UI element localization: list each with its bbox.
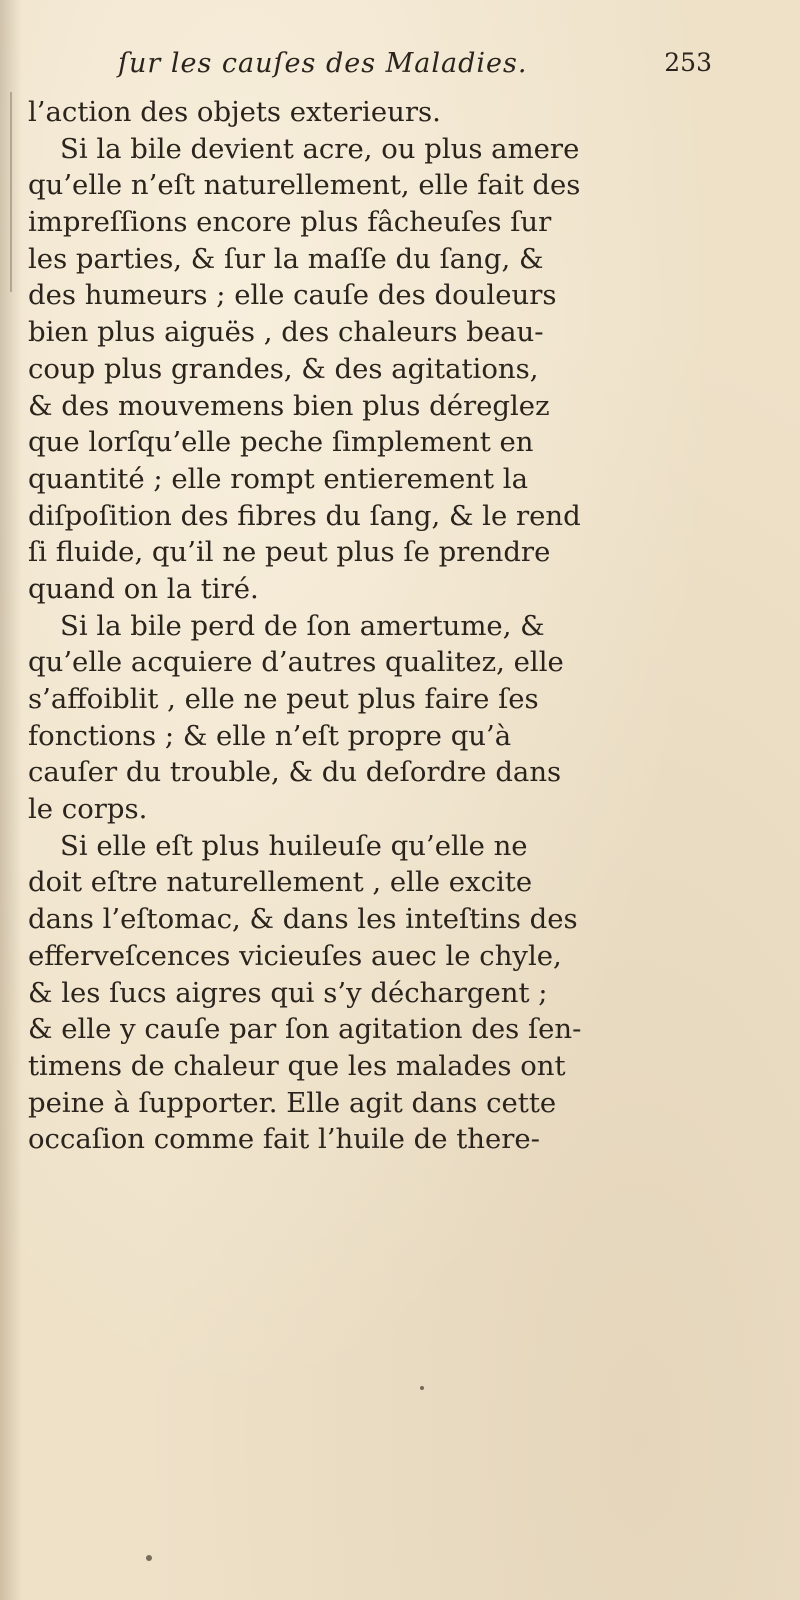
text-line: coup plus grandes, & des agitations, xyxy=(28,352,539,385)
text-line: quand on la tiré. xyxy=(28,572,259,605)
text-line: timens de chaleur que les malades ont xyxy=(28,1049,566,1082)
text-line: s’affoiblit , elle ne peut plus faire ſes xyxy=(28,683,539,715)
text-line: ſi fluide, qu’il ne peut plus ſe prendre xyxy=(28,536,551,569)
text-line: impreſſions encore plus fâcheuſes ſur xyxy=(28,206,552,239)
text-line: & des mouvemens bien plus déreglez xyxy=(28,389,550,422)
text-line: & les ſucs aigres qui s’y déchargent ; xyxy=(28,976,548,1009)
text-line: peine à ſupporter. Elle agit dans cette xyxy=(28,1086,557,1119)
running-head xyxy=(0,48,800,88)
text-line: doit eſtre naturellement , elle excite xyxy=(28,866,533,899)
paper-speck xyxy=(420,1386,424,1390)
running-head-title: ſur les cauſes des Maladies. xyxy=(118,48,528,79)
text-line: efferveſcences vicieuſes auec le chyle, xyxy=(28,939,562,972)
paper-speck xyxy=(146,1555,152,1561)
text-line: Si elle eſt plus huileuſe qu’elle ne xyxy=(60,829,528,862)
text-line: que lorſqu’elle peche ſimplement en xyxy=(28,426,534,459)
text-line: fonctions ; & elle n’eſt propre qu’à xyxy=(28,719,512,752)
text-line: Si la bile perd de ſon amertume, & xyxy=(60,609,545,642)
text-line: quantité ; elle rompt entierement la xyxy=(28,462,528,495)
body-text xyxy=(28,94,668,1158)
text-line: les parties, & ſur la maſſe du ſang, & xyxy=(28,242,544,275)
margin-mark xyxy=(10,92,12,292)
text-line: qu’elle n’eſt naturellement, elle fait des xyxy=(28,169,581,202)
page-number: 253 xyxy=(664,48,712,77)
text-line: des humeurs ; elle cauſe des douleurs xyxy=(28,279,557,312)
text-line: diſpoſition des fibres du ſang, & le rend xyxy=(28,499,581,532)
text-line: Si la bile devient acre, ou plus amere xyxy=(60,132,580,165)
text-line: l’action des objets exterieurs. xyxy=(28,96,441,128)
text-line: dans l’eſtomac, & dans les inteſtins des xyxy=(28,903,578,936)
text-line: le corps. xyxy=(28,793,148,826)
text-line: & elle y cauſe par ſon agitation des ſen- xyxy=(28,1013,582,1046)
text-line: cauſer du trouble, & du deſordre dans xyxy=(28,756,562,789)
text-line: bien plus aiguës , des chaleurs beau- xyxy=(28,316,544,349)
text-line: occaſion comme fait l’huile de there- xyxy=(28,1123,540,1156)
text-line: qu’elle acquiere d’autres qualitez, elle xyxy=(28,646,564,679)
